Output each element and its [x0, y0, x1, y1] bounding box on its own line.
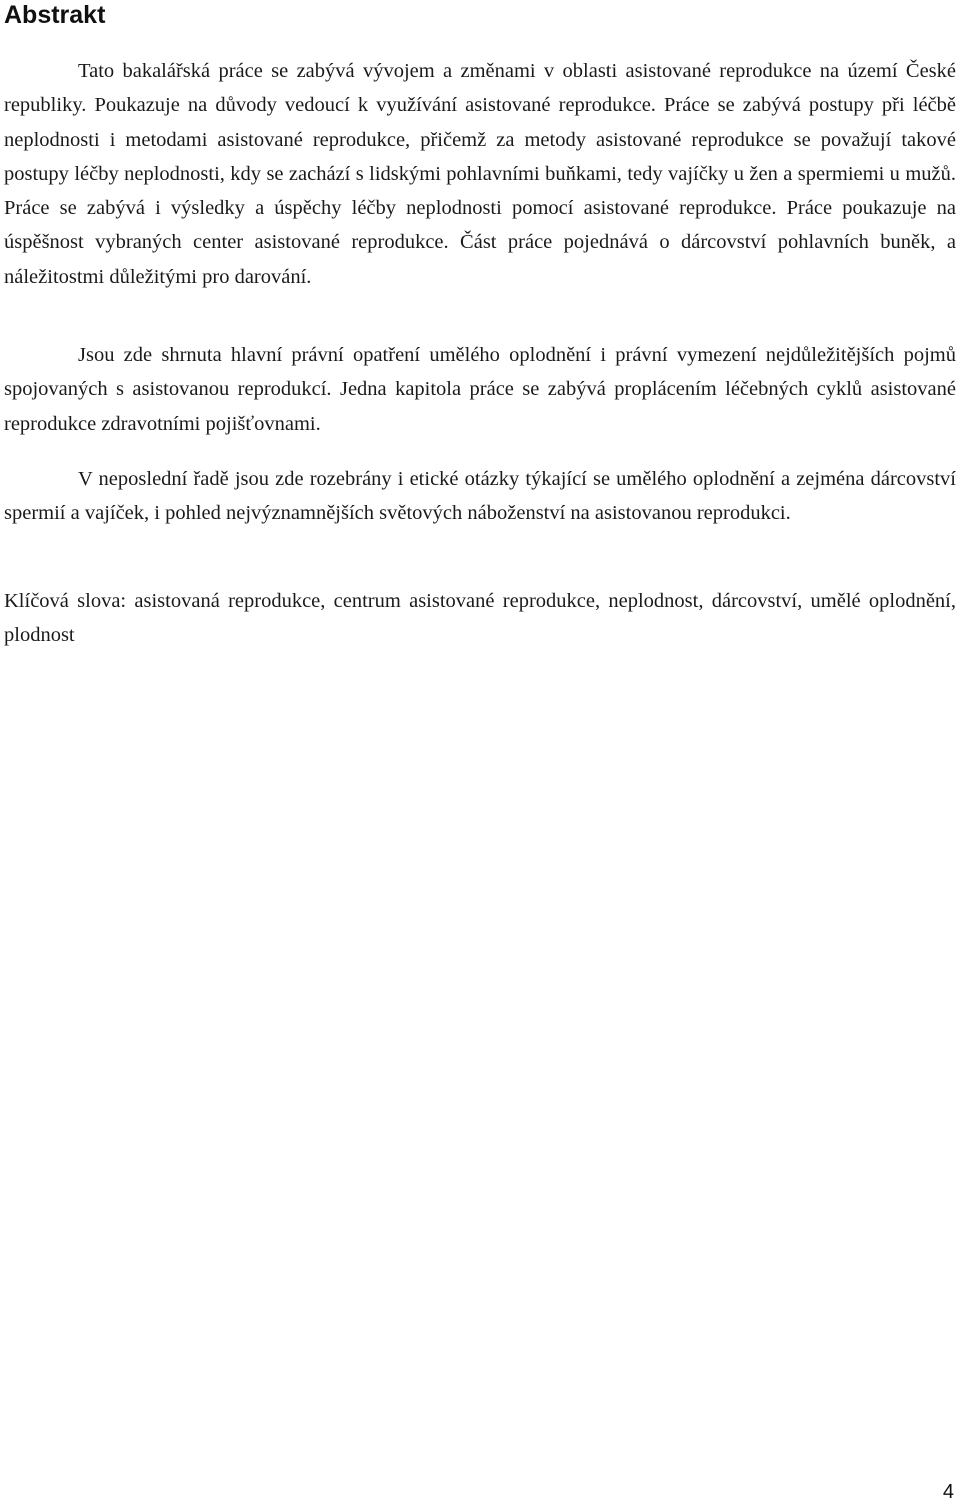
keywords-paragraph: Klíčová slova: asistovaná reprodukce, centrum asistované reprodukce, neplodnost, dárcovství, umělé oplodnění, plodnost: [4, 590, 956, 647]
page-number: 4: [942, 1481, 954, 1503]
page-title: Abstrakt: [4, 1, 106, 29]
abstract-paragraph-3: V neposlední řadě jsou zde rozebrány i etické otázky týkající se umělého oplodnění a zejména dárcovství spermií a vajíček, i pohled nejvýznamnějších světových náboženství na asistovanou reprodukci.: [4, 468, 956, 525]
abstract-paragraph-1: Tato bakalářská práce se zabývá vývojem a změnami v oblasti asistované reprodukce na území České republiky. Poukazuje na důvody vedoucí k využívání asistované reprodukce. Práce se zabývá postupy při léčbě neplodnosti i metodami asistované reprodukce, přičemž za metody asistované reprodukce se považují takové postupy léčby neplodnosti, kdy se zachází s lidskými pohlavními buňkami, tedy vajíčky u žen a spermiemi u mužů. Práce se zabývá i výsledky a úspěchy léčby neplodnosti pomocí asistované reprodukce. Práce poukazuje na úspěšnost vybraných center asistované reprodukce. Část práce pojednává o dárcovství pohlavních buněk, a náležitostmi důležitými pro darování.: [4, 60, 956, 288]
abstract-paragraph-2: Jsou zde shrnuta hlavní právní opatření umělého oplodnění i právní vymezení nejdůležitějších pojmů spojovaných s asistovanou reprodukcí. Jedna kapitola práce se zabývá proplácením léčebných cyklů asistované reprodukce zdravotními pojišťovnami.: [4, 344, 956, 435]
